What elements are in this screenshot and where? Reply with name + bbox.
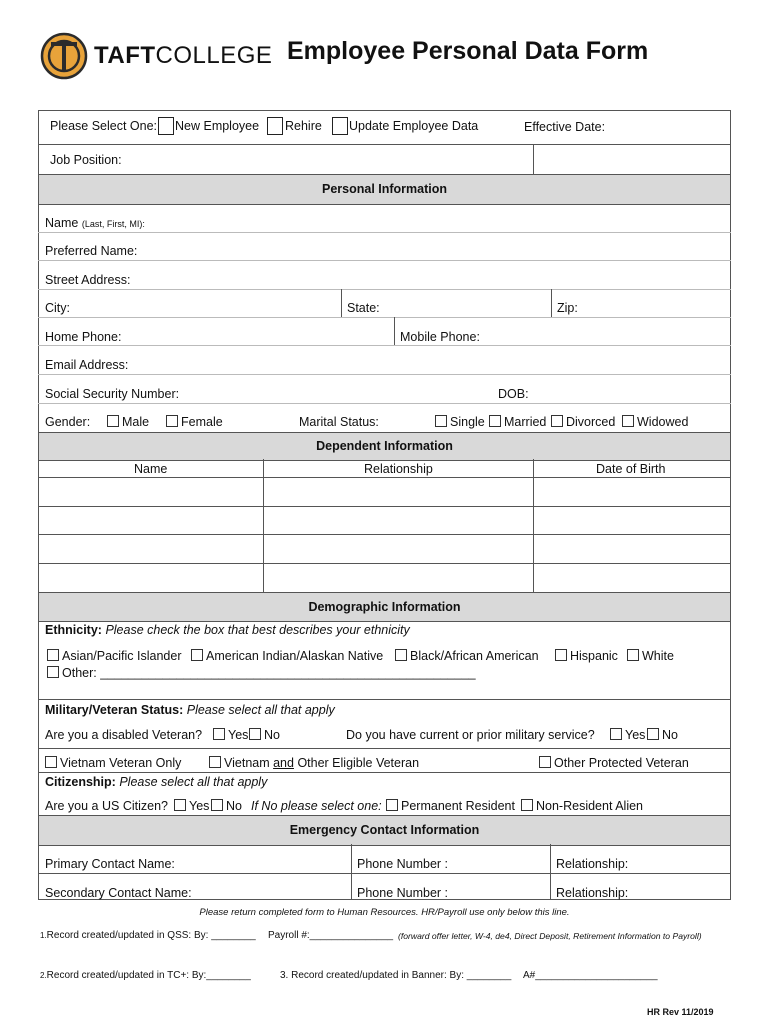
us-citizen-question: Are you a US Citizen? (45, 799, 168, 813)
american-indian-checkbox[interactable] (191, 649, 203, 661)
personal-info-heading: Personal Information (321, 182, 448, 196)
payroll-number: Payroll #:_______________ (268, 930, 394, 941)
primary-phone-label: Phone Number : (357, 857, 449, 871)
male-checkbox[interactable] (107, 415, 119, 427)
payroll-note: (forward offer letter, W-4, de4, Direct Deposit, Retirement Information to Payroll) (398, 931, 702, 941)
service-no-checkbox[interactable] (647, 728, 659, 740)
job-position-field[interactable] (134, 148, 528, 170)
secondary-phone-label: Phone Number : (357, 886, 449, 900)
service-yes-label: Yes (625, 728, 646, 742)
black-checkbox[interactable] (395, 649, 407, 661)
tc-plus-line (40, 970, 251, 981)
ssn-label: Social Security Number: (45, 387, 180, 401)
ethnicity-label-text: Ethnicity: (45, 623, 102, 637)
logo-seal-icon (40, 32, 88, 80)
vietnam-and-pre: Vietnam (224, 756, 274, 770)
married-label: Married (504, 415, 547, 429)
banner-line: 3. Record created/updated in Banner: By: ________ (280, 970, 512, 981)
married-option[interactable] (489, 415, 546, 429)
logo-text-light: COLLEGE (155, 42, 273, 69)
hispanic-checkbox[interactable] (555, 649, 567, 661)
new-employee-checkbox[interactable] (158, 117, 174, 135)
disabled-yes-checkbox[interactable] (213, 728, 225, 740)
other-option[interactable] (47, 666, 476, 680)
name-label-text: Name (45, 216, 79, 230)
zip-label: Zip: (557, 301, 578, 315)
male-label: Male (122, 415, 150, 429)
ethnicity-label (45, 623, 410, 637)
tc-plus-line-text: Record created/updated in TC+: By:________ (46, 970, 251, 981)
page-title: Employee Personal Data Form (287, 37, 649, 65)
marital-status-label: Marital Status: (299, 415, 379, 429)
city-label: City: (45, 301, 70, 315)
hispanic-label: Hispanic (570, 649, 618, 663)
if-no-label: If No please select one: (251, 799, 382, 813)
effective-date-field[interactable] (536, 148, 726, 170)
citizen-yes-checkbox[interactable] (174, 799, 186, 811)
name-hint: (Last, First, MI): (81, 219, 145, 229)
non-resident-label: Non-Resident Alien (536, 799, 644, 813)
female-checkbox[interactable] (166, 415, 178, 427)
tc-plus-line-number: 2. (40, 971, 47, 980)
white-label: White (642, 649, 674, 663)
dependent-col-dob: Date of Birth (596, 462, 666, 476)
military-label-text: Military/Veteran Status: (45, 703, 184, 717)
widowed-option[interactable] (622, 415, 688, 429)
vietnam-and-other-option[interactable] (209, 756, 419, 770)
vietnam-only-label: Vietnam Veteran Only (60, 756, 182, 770)
a-number-line: A#______________________ (523, 970, 658, 981)
dependent-col-relationship: Relationship (364, 462, 433, 476)
citizenship-label (45, 775, 267, 789)
dependent-col-name: Name (134, 462, 168, 476)
vietnam-and-other-checkbox[interactable] (209, 756, 221, 768)
hispanic-option[interactable] (555, 649, 618, 663)
citizen-no-label: No (226, 799, 242, 813)
permanent-resident-checkbox[interactable] (386, 799, 398, 811)
vietnam-and-underlined: and (273, 756, 294, 770)
preferred-name-label: Preferred Name: (45, 244, 138, 258)
disabled-no-option[interactable] (249, 728, 280, 742)
other-protected-label: Other Protected Veteran (554, 756, 689, 770)
emergency-contact-heading: Emergency Contact Information (289, 823, 480, 837)
job-position-label: Job Position: (50, 153, 122, 167)
hr-revision: HR Rev 11/2019 (647, 1007, 714, 1017)
non-resident-option[interactable] (521, 799, 643, 813)
black-label: Black/African American (410, 649, 539, 663)
mobile-phone-label: Mobile Phone: (400, 330, 480, 344)
update-data-checkbox[interactable] (332, 117, 348, 135)
dependent-row[interactable] (40, 536, 730, 562)
female-option[interactable] (166, 415, 223, 429)
update-data-label: Update Employee Data (349, 119, 479, 133)
white-option[interactable] (627, 649, 674, 663)
citizen-no-option[interactable] (211, 799, 242, 813)
dependent-row[interactable] (40, 479, 730, 505)
military-label (45, 703, 335, 717)
widowed-checkbox[interactable] (622, 415, 634, 427)
secondary-contact-label: Secondary Contact Name: (45, 886, 192, 900)
permanent-resident-label: Permanent Resident (401, 799, 515, 813)
secondary-relationship-label: Relationship: (556, 886, 629, 900)
asian-label: Asian/Pacific Islander (62, 649, 182, 663)
female-label: Female (181, 415, 223, 429)
disabled-yes-label: Yes (228, 728, 249, 742)
select-one-label: Please Select One: (50, 119, 158, 133)
taft-college-logo (40, 32, 273, 82)
logo-text-bold: TAFT (94, 42, 156, 69)
non-resident-checkbox[interactable] (521, 799, 533, 811)
qss-line-number: 1. (40, 931, 47, 940)
divorced-label: Divorced (566, 415, 616, 429)
primary-contact-label: Primary Contact Name: (45, 857, 175, 871)
single-label: Single (450, 415, 485, 429)
single-checkbox[interactable] (435, 415, 447, 427)
state-label: State: (347, 301, 380, 315)
citizen-no-checkbox[interactable] (211, 799, 223, 811)
vietnam-only-option[interactable] (45, 756, 181, 770)
vietnam-only-checkbox[interactable] (45, 756, 57, 768)
dependent-row[interactable] (40, 508, 730, 533)
return-note: Please return completed form to Human Resources. HR/Payroll use only below this line. (199, 907, 570, 918)
vietnam-and-post: Other Eligible Veteran (293, 756, 420, 770)
asian-option[interactable] (47, 649, 182, 663)
demographic-info-heading: Demographic Information (308, 600, 461, 614)
male-option[interactable] (107, 415, 149, 429)
disabled-no-checkbox[interactable] (249, 728, 261, 740)
other-protected-checkbox[interactable] (539, 756, 551, 768)
other-protected-option[interactable] (539, 756, 689, 770)
citizen-yes-label: Yes (189, 799, 210, 813)
divorced-checkbox[interactable] (551, 415, 563, 427)
military-hint: Please select all that apply (186, 703, 335, 717)
new-employee-label: New Employee (175, 119, 260, 133)
service-yes-option[interactable] (610, 728, 645, 742)
black-option[interactable] (395, 649, 539, 663)
citizenship-hint: Please select all that apply (119, 775, 268, 789)
service-no-label: No (662, 728, 678, 742)
disabled-yes-option[interactable] (213, 728, 248, 742)
home-phone-label: Home Phone: (45, 330, 122, 344)
street-address-label: Street Address: (45, 273, 131, 287)
widowed-label: Widowed (637, 415, 689, 429)
disabled-no-label: No (264, 728, 280, 742)
white-checkbox[interactable] (627, 649, 639, 661)
military-service-question: Do you have current or prior military service? (346, 728, 595, 742)
qss-line (40, 930, 256, 941)
primary-relationship-label: Relationship: (556, 857, 629, 871)
american-indian-option[interactable] (191, 649, 383, 663)
gender-label: Gender: (45, 415, 91, 429)
married-checkbox[interactable] (489, 415, 501, 427)
rehire-label: Rehire (285, 119, 322, 133)
qss-line-text: Record created/updated in QSS: By: ________ (46, 930, 256, 941)
citizenship-label-text: Citizenship: (45, 775, 116, 789)
divorced-option[interactable] (551, 415, 615, 429)
citizen-yes-option[interactable] (174, 799, 209, 813)
dependent-info-heading: Dependent Information (316, 439, 453, 453)
service-yes-checkbox[interactable] (610, 728, 622, 740)
service-no-option[interactable] (647, 728, 678, 742)
dependent-row[interactable] (40, 565, 730, 591)
disabled-veteran-question: Are you a disabled Veteran? (45, 728, 203, 742)
permanent-resident-option[interactable] (386, 799, 515, 813)
ethnicity-hint: Please check the box that best describes your ethnicity (105, 623, 410, 637)
name-label (45, 216, 145, 231)
dob-label: DOB: (498, 387, 529, 401)
rehire-checkbox[interactable] (267, 117, 283, 135)
american-indian-label: American Indian/Alaskan Native (206, 649, 384, 663)
other-label: Other: ______________________________________________________ (62, 666, 476, 680)
other-checkbox[interactable] (47, 666, 59, 678)
asian-checkbox[interactable] (47, 649, 59, 661)
effective-date-label: Effective Date: (524, 120, 606, 134)
single-option[interactable] (435, 415, 485, 429)
email-label: Email Address: (45, 358, 129, 372)
